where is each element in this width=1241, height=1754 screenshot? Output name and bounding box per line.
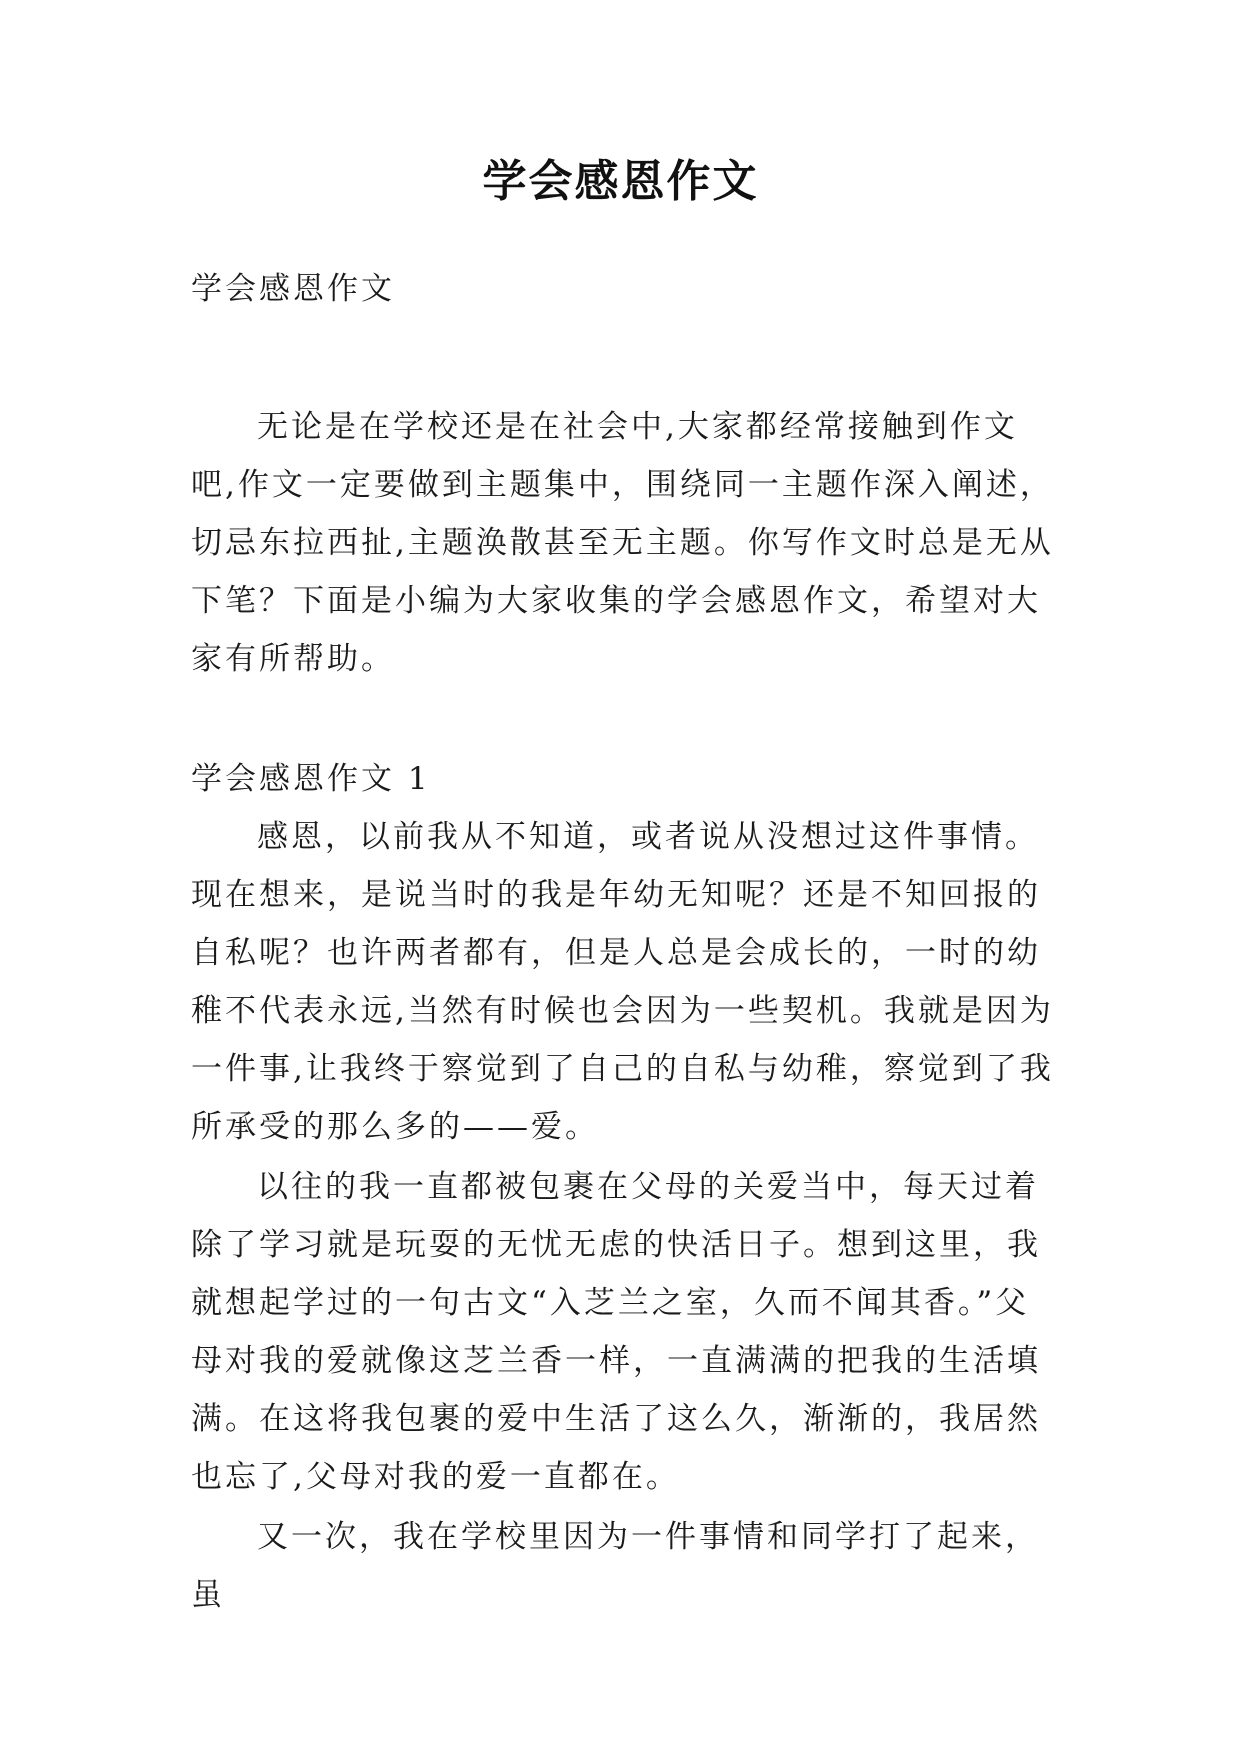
paragraph-text: 又一次，我在学校里因为一件事情和同学打了起来，虽 — [191, 1519, 1039, 1613]
intro-paragraph — [191, 398, 1061, 688]
body-paragraph-2 — [191, 1158, 1061, 1506]
subtitle-text: 学会感恩作文 — [191, 271, 395, 307]
section-heading — [191, 750, 1061, 808]
intro-text: 无论是在学校还是在社会中,大家都经常接触到作文吧,作文一定要做到主题集中，围绕同一主题作深入阐述，切忌东拉西扯,主题涣散甚至无主题。你写作文时总是无从下笔？下面是小编为大家收集的学会感恩作文，希望对大家有所帮助。 — [191, 409, 1054, 677]
section-heading-text: 学会感恩作文 1 — [191, 761, 431, 797]
document-title: 学会感恩作文 — [482, 156, 759, 207]
body-paragraph-1 — [191, 808, 1061, 1156]
paragraph-text: 以往的我一直都被包裹在父母的关爱当中，每天过着除了学习就是玩耍的无忧无虑的快活日子。想到这里，我就想起学过的一句古文“入芝兰之室，久而不闻其香。”父母对我的爱就像这芝兰香一样，一直满满的把我的生活填满。在这将我包裹的爱中生活了这么久，渐渐的，我居然也忘了,父母对我的爱一直都在。 — [191, 1169, 1041, 1495]
paragraph-text: 感恩，以前我从不知道，或者说从没想过这件事情。现在想来，是说当时的我是年幼无知呢？还是不知回报的自私呢？也许两者都有，但是人总是会成长的，一时的幼稚不代表永远,当然有时候也会因为一些契机。我就是因为一件事,让我终于察觉到了自己的自私与幼稚，察觉到了我所承受的那么多的——爱。 — [191, 819, 1054, 1145]
body-paragraph-3 — [191, 1508, 1061, 1624]
document-subtitle — [191, 260, 1061, 318]
